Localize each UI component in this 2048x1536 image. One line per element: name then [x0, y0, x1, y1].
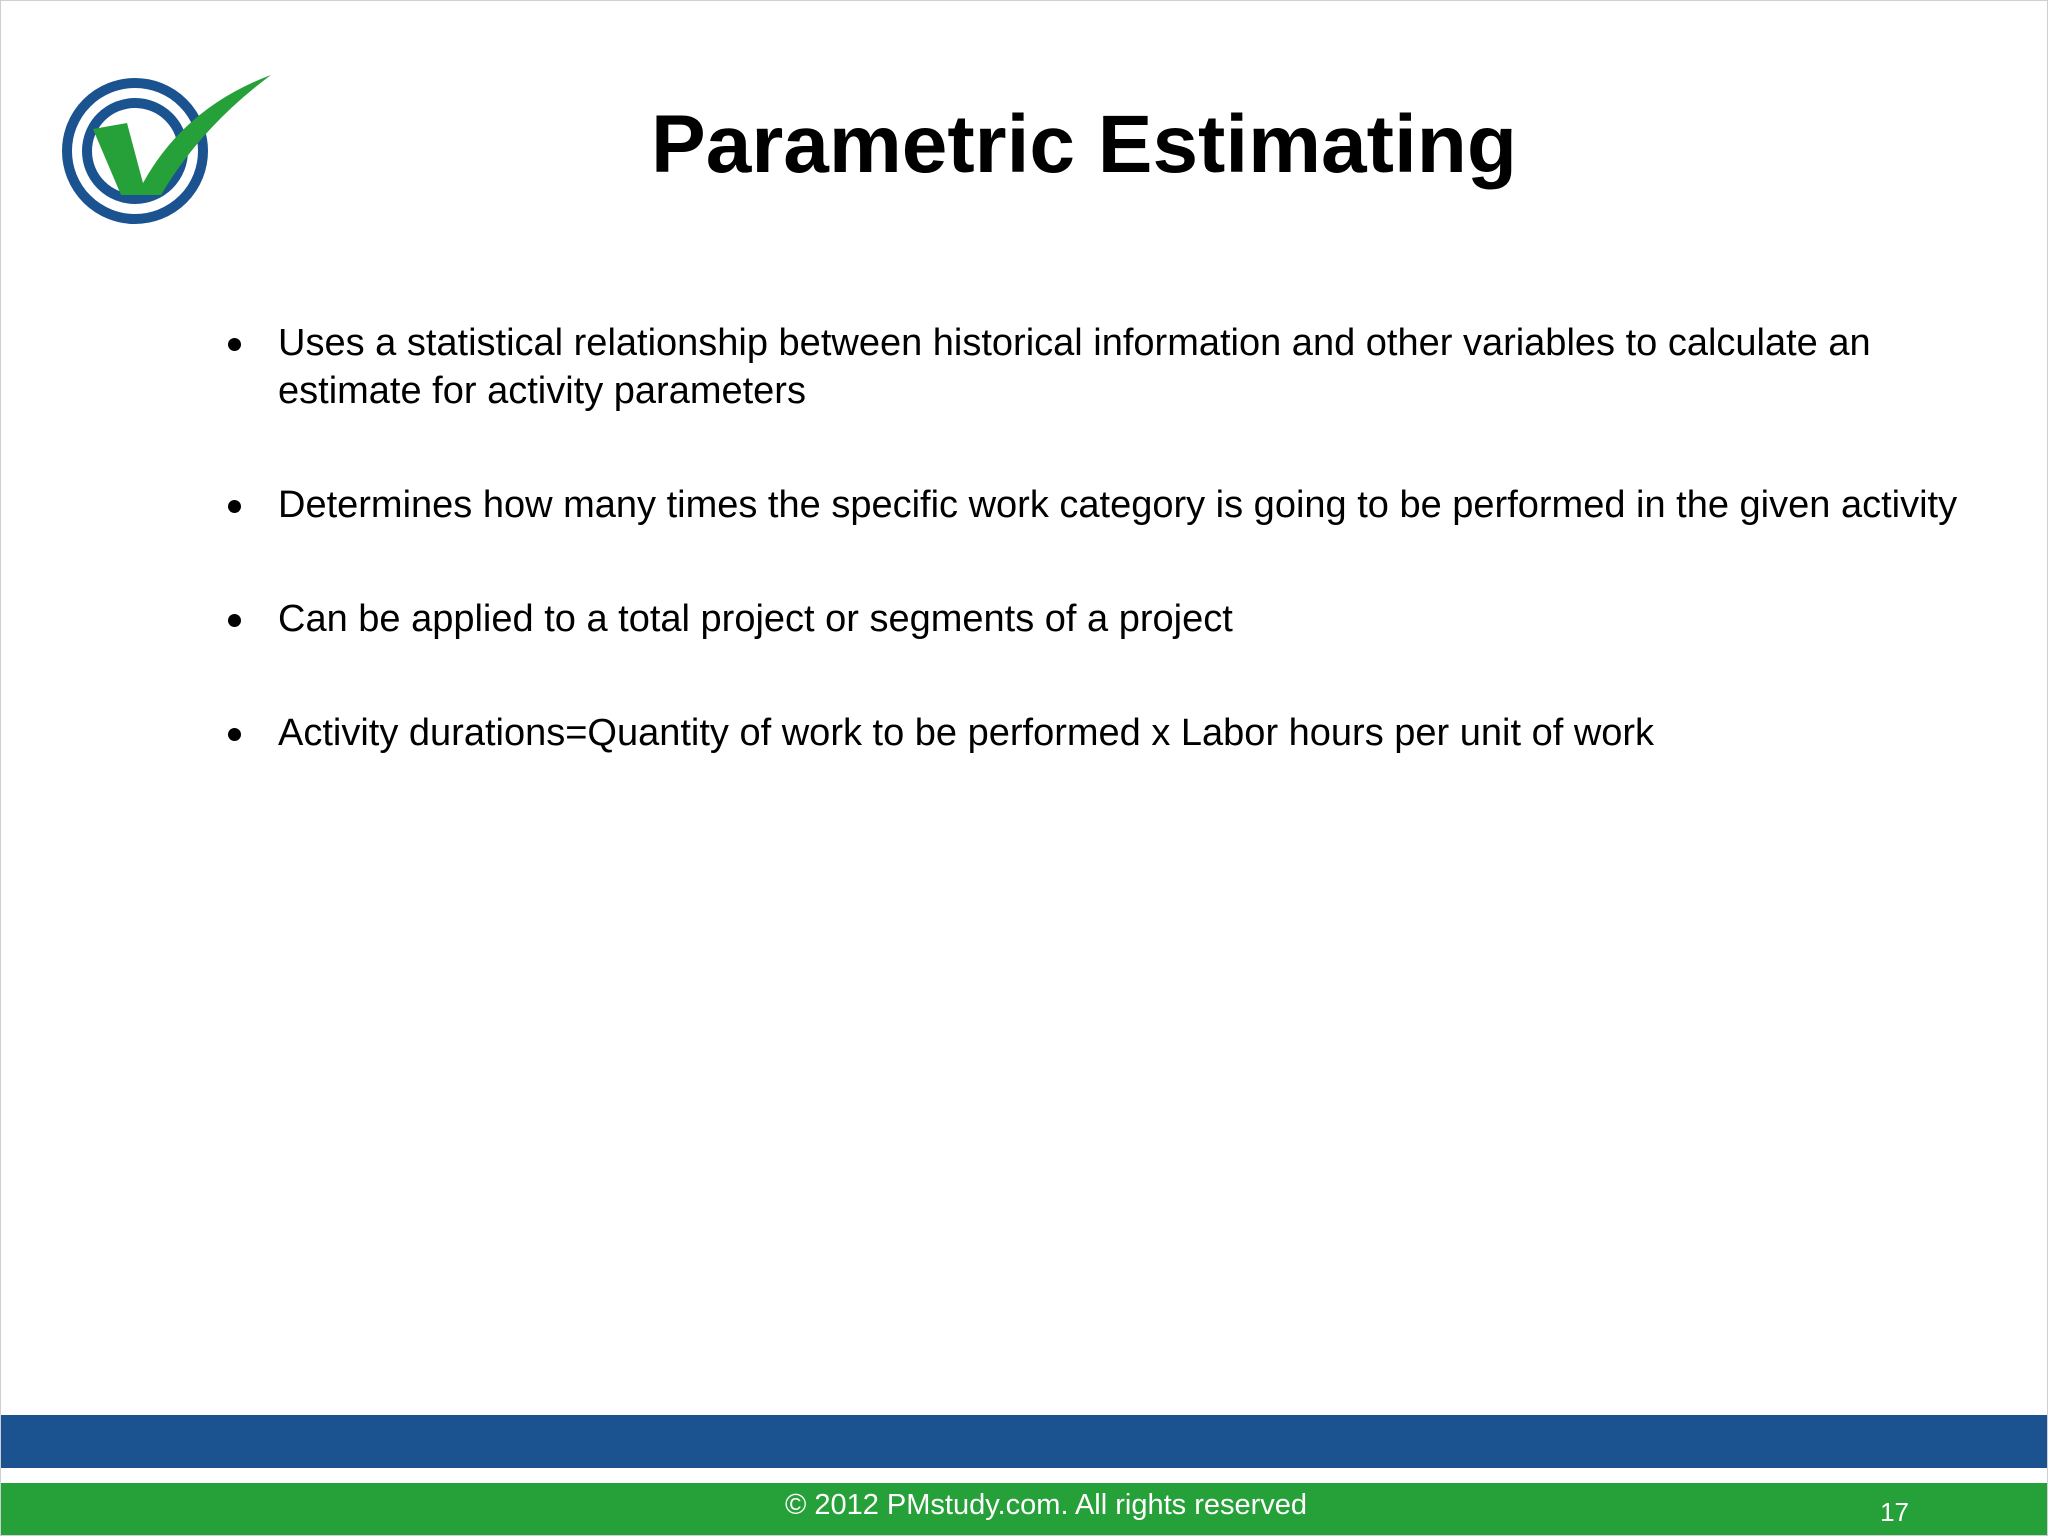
bullet-item	[225, 709, 1965, 757]
page-number: 17	[1880, 1497, 1909, 1527]
bullet-dot-icon	[228, 338, 241, 351]
bullet-item	[225, 481, 1965, 529]
bullet-text: Activity durations=Quantity of work to be performed x Labor hours per unit of work	[278, 712, 1655, 754]
bullet-dot-icon	[228, 728, 241, 741]
bullet-dot-icon	[228, 500, 241, 513]
bullet-text: Can be applied to a total project or segments of a project	[278, 598, 1233, 640]
bullet-list	[225, 319, 1965, 823]
bullet-item	[225, 595, 1965, 643]
footer-green-band	[1, 1483, 2047, 1535]
bullet-dot-icon	[228, 614, 241, 627]
copyright-text: © 2012 PMstudy.com. All rights reserved	[784, 1489, 1308, 1521]
bullet-text: Uses a statistical relationship between historical information and other variables to calculate an estimate for activity parameters	[278, 322, 1871, 412]
slide-title: Parametric Estimating	[651, 99, 1517, 190]
bullet-item	[225, 319, 1965, 415]
footer-blue-band	[1, 1415, 2047, 1468]
bullet-text: Determines how many times the specific work category is going to be performed in the given activity	[278, 484, 1958, 526]
